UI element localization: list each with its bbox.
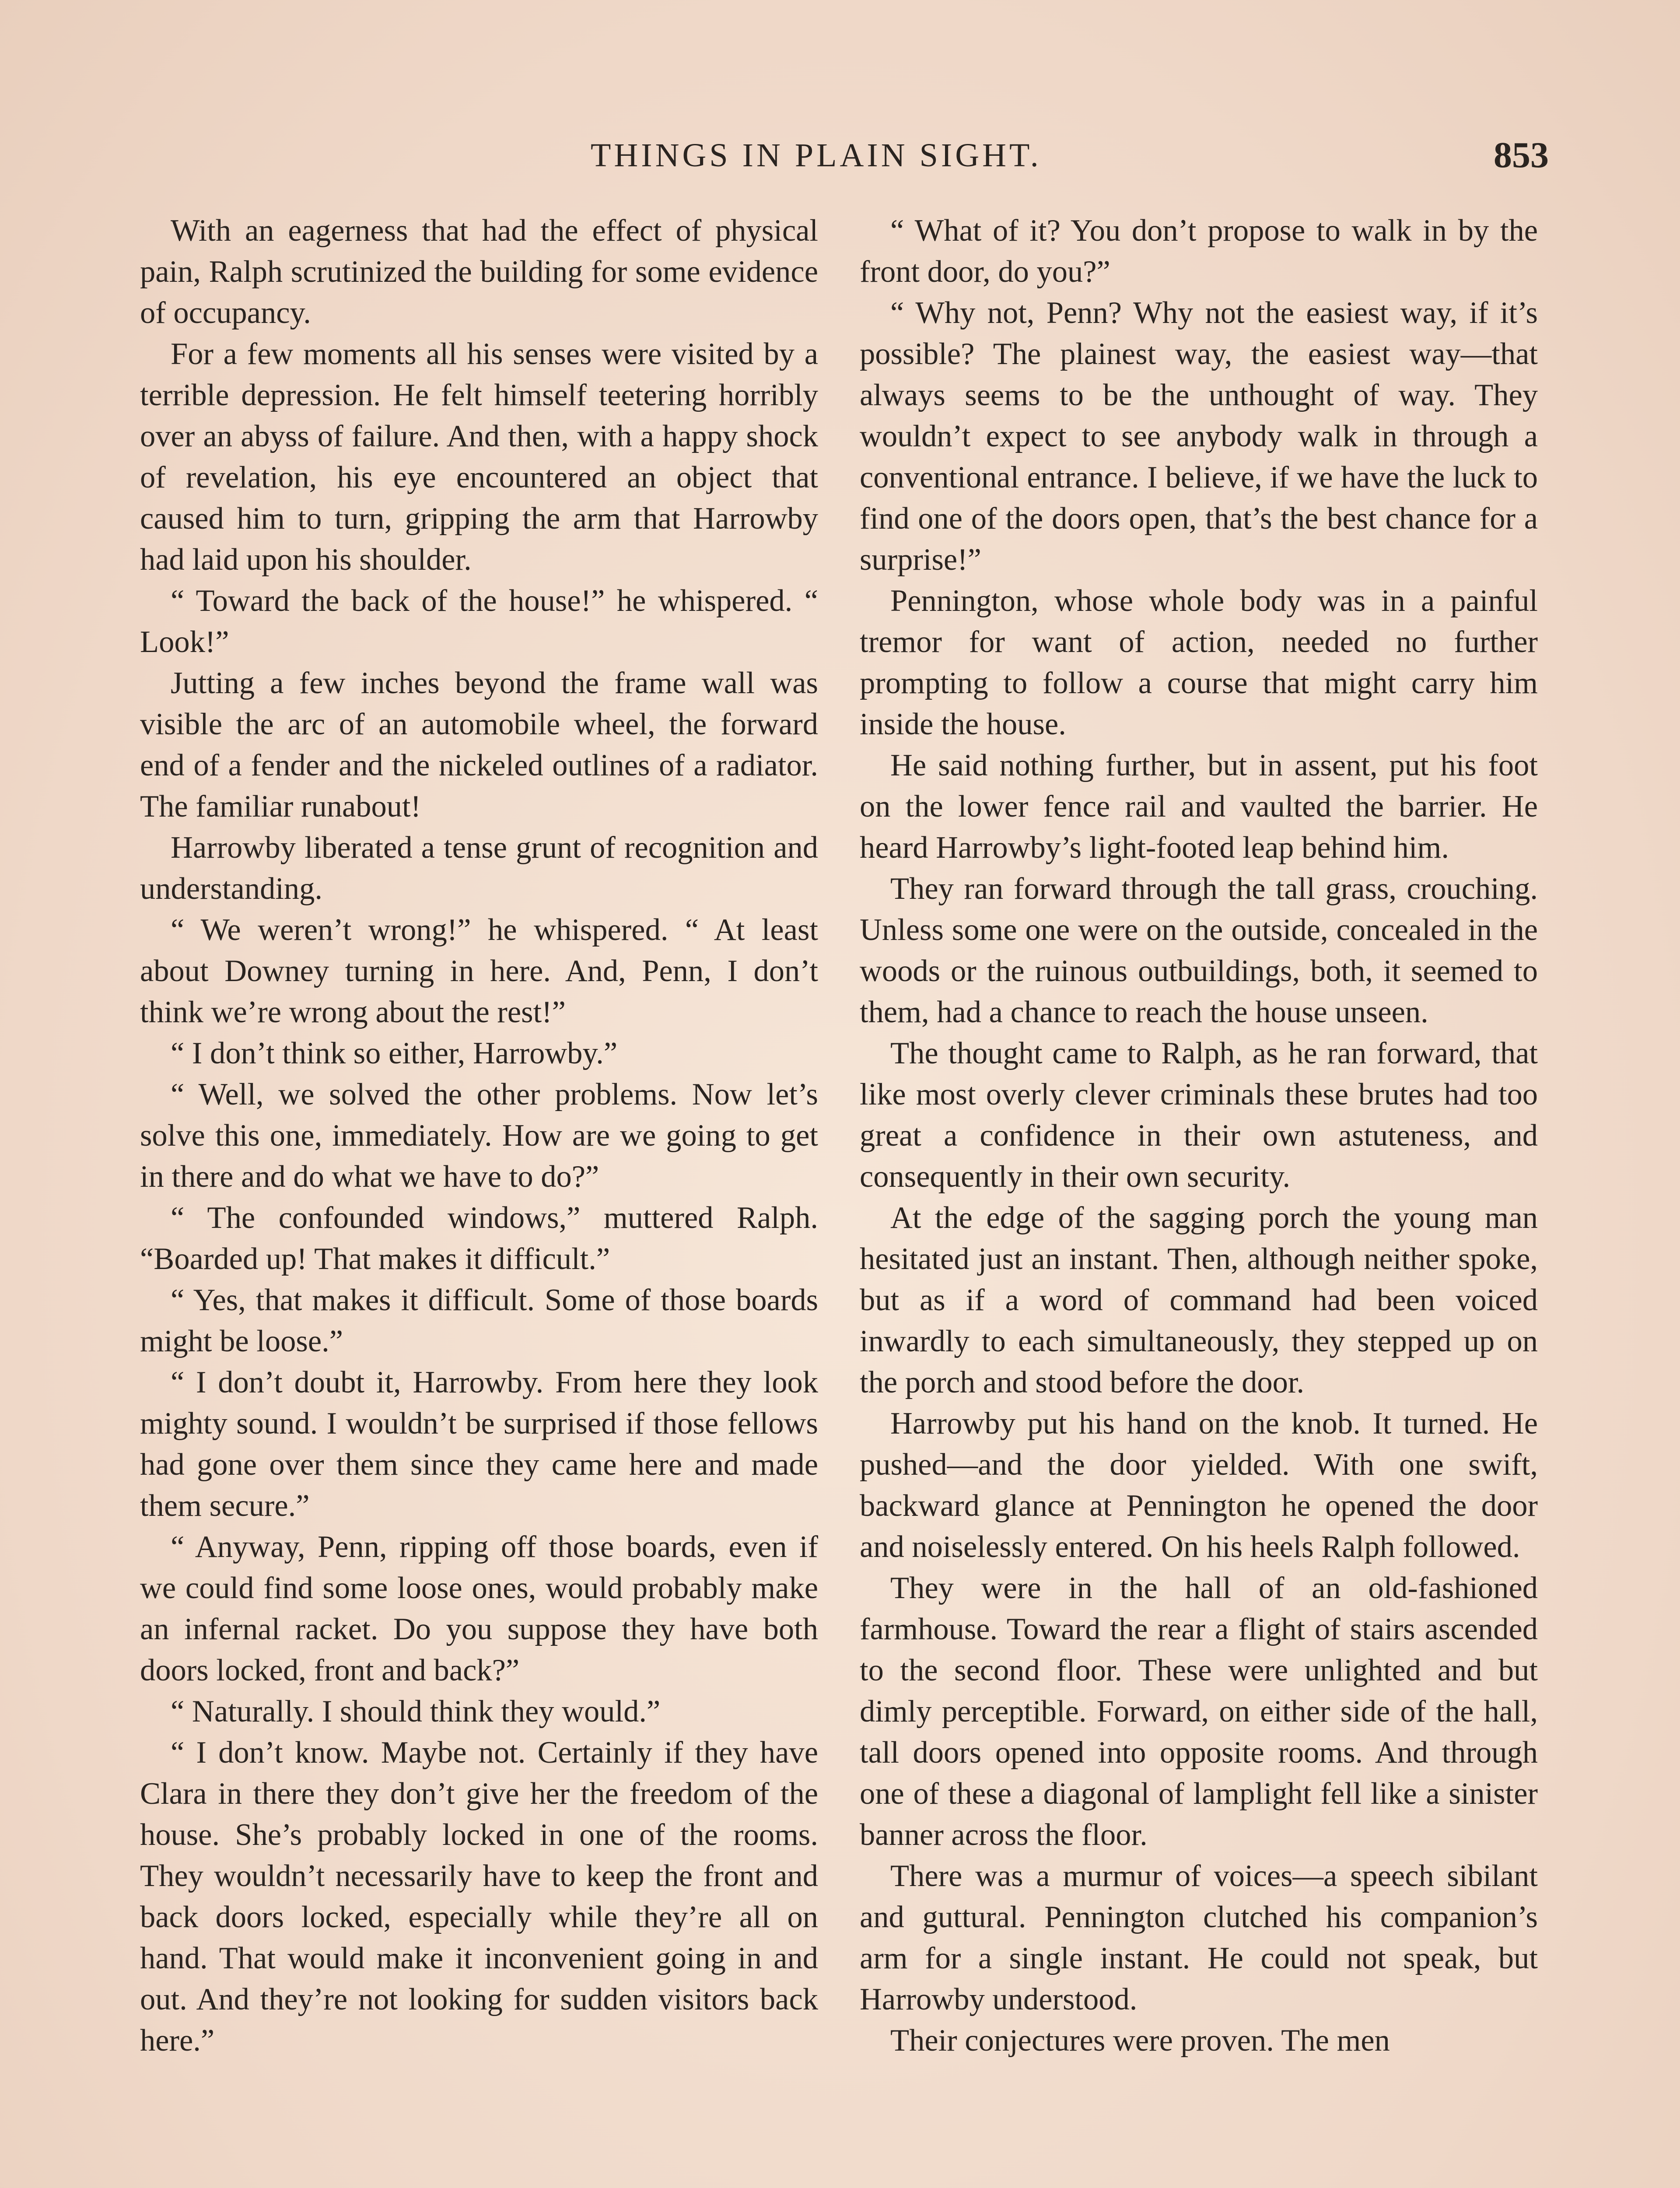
paragraph: “ I don’t know. Maybe not. Certainly if they have Clara in there they don’t give her the freedom of the house. She’s probably locked in one of the rooms. They wouldn’t necessarily have to keep the front and back doors locked, especially while they’re all on hand. That would make it inconvenient going in and out. And they’re not looking for sudden visitors back here.”: [140, 1736, 818, 2058]
paragraph: Pennington, whose whole body was in a painful tremor for want of action, needed no further prompting to follow a course that might carry him inside the house.: [860, 584, 1538, 741]
paragraph: “ I don’t doubt it, Harrowby. From here they look mighty sound. I wouldn’t be surprised if those fellows had gone over them since they came here and made them secure.”: [140, 1365, 818, 1523]
paragraph: “ Why not, Penn? Why not the easiest way, if it’s possible? The plainest way, the easiest way—that always seems to be the unthought of way. They wouldn’t expect to see anybody walk in through a conventional entrance. I believe, if we have the luck to find one of the doors open, that’s the best chance for a surprise!”: [860, 296, 1538, 577]
paragraph: “ Yes, that makes it difficult. Some of those boards might be loose.”: [140, 1283, 818, 1358]
paragraph: There was a murmur of voices—a speech sibilant and guttural. Pennington clutched his companion’s arm for a single instant. He could not speak, but Harrowby understood.: [860, 1859, 1538, 2016]
paragraph: “ What of it? You don’t propose to walk in by the front door, do you?”: [860, 214, 1538, 289]
paragraph: “ Anyway, Penn, ripping off those boards, even if we could find some loose ones, would probably make an infernal racket. Do you suppose they have both doors locked, front and back?”: [140, 1530, 818, 1687]
paragraph: “ The confounded windows,” muttered Ralph. “Boarded up! That makes it difficult.”: [140, 1201, 818, 1276]
paragraph: With an eagerness that had the effect of physical pain, Ralph scrutinized the building for some evidence of occupancy.: [140, 214, 818, 330]
paragraph: “ Toward the back of the house!” he whispered. “ Look!”: [140, 584, 818, 659]
paragraph: They ran forward through the tall grass, crouching. Unless some one were on the outside, concealed in the woods or the ruinous outbuildings, both, it seemed to them, had a chance to reach the house unseen.: [860, 872, 1538, 1029]
paragraph: “ Naturally. I should think they would.”: [171, 1694, 661, 1729]
paragraph: Harrowby put his hand on the knob. It turned. He pushed—and the door yielded. With one swift, backward glance at Pennington he opened the door and noiselessly entered. On his heels Ralph followed.: [860, 1406, 1538, 1564]
paragraph: “ Well, we solved the other problems. Now let’s solve this one, immediately. How are we going to get in there and do what we have to do?”: [140, 1077, 818, 1194]
right-column: [860, 210, 1538, 2188]
paragraph: He said nothing further, but in assent, put his foot on the lower fence rail and vaulted the barrier. He heard Harrowby’s light-footed leap behind him.: [860, 748, 1538, 865]
paragraph: “ We weren’t wrong!” he whispered. “ At least about Downey turning in here. And, Penn, I don’t think we’re wrong about the rest!”: [140, 913, 818, 1029]
left-column: [140, 210, 818, 2188]
paragraph: Their conjectures were proven. The men: [890, 2023, 1390, 2058]
paragraph: Harrowby liberated a tense grunt of recognition and understanding.: [140, 831, 818, 906]
page-header: [131, 131, 1549, 179]
paragraph: The thought came to Ralph, as he ran forward, that like most overly clever criminals these brutes had too great a confidence in their own astuteness, and consequently in their own security.: [860, 1036, 1538, 1194]
paragraph: At the edge of the sagging porch the young man hesitated just an instant. Then, although neither spoke, but as if a word of command had been voiced inwardly to each simultaneously, they stepped up on the porch and stood before the door.: [860, 1201, 1538, 1399]
paragraph: They were in the hall of an old-fashioned farmhouse. Toward the rear a flight of stairs ascended to the second floor. These were unlighted and but dimly perceptible. Forward, on either side of the hall, tall doors opened into opposite rooms. And through one of these a diagonal of lamplight fell like a sinister banner across the floor.: [860, 1571, 1538, 1852]
running-title: THINGS IN PLAIN SIGHT.: [591, 137, 1042, 174]
paragraph: Jutting a few inches beyond the frame wall was visible the arc of an automobile wheel, the forward end of a fender and the nickeled outlines of a radiator. The familiar runabout!: [140, 666, 818, 824]
paragraph: For a few moments all his senses were visited by a terrible depression. He felt himself teetering horribly over an abyss of failure. And then, with a happy shock of revelation, his eye encountered an object that caused him to turn, gripping the arm that Harrowby had laid upon his shoulder.: [140, 337, 818, 577]
paragraph: “ I don’t think so either, Harrowby.”: [171, 1036, 618, 1070]
page-number: 853: [1494, 135, 1549, 175]
